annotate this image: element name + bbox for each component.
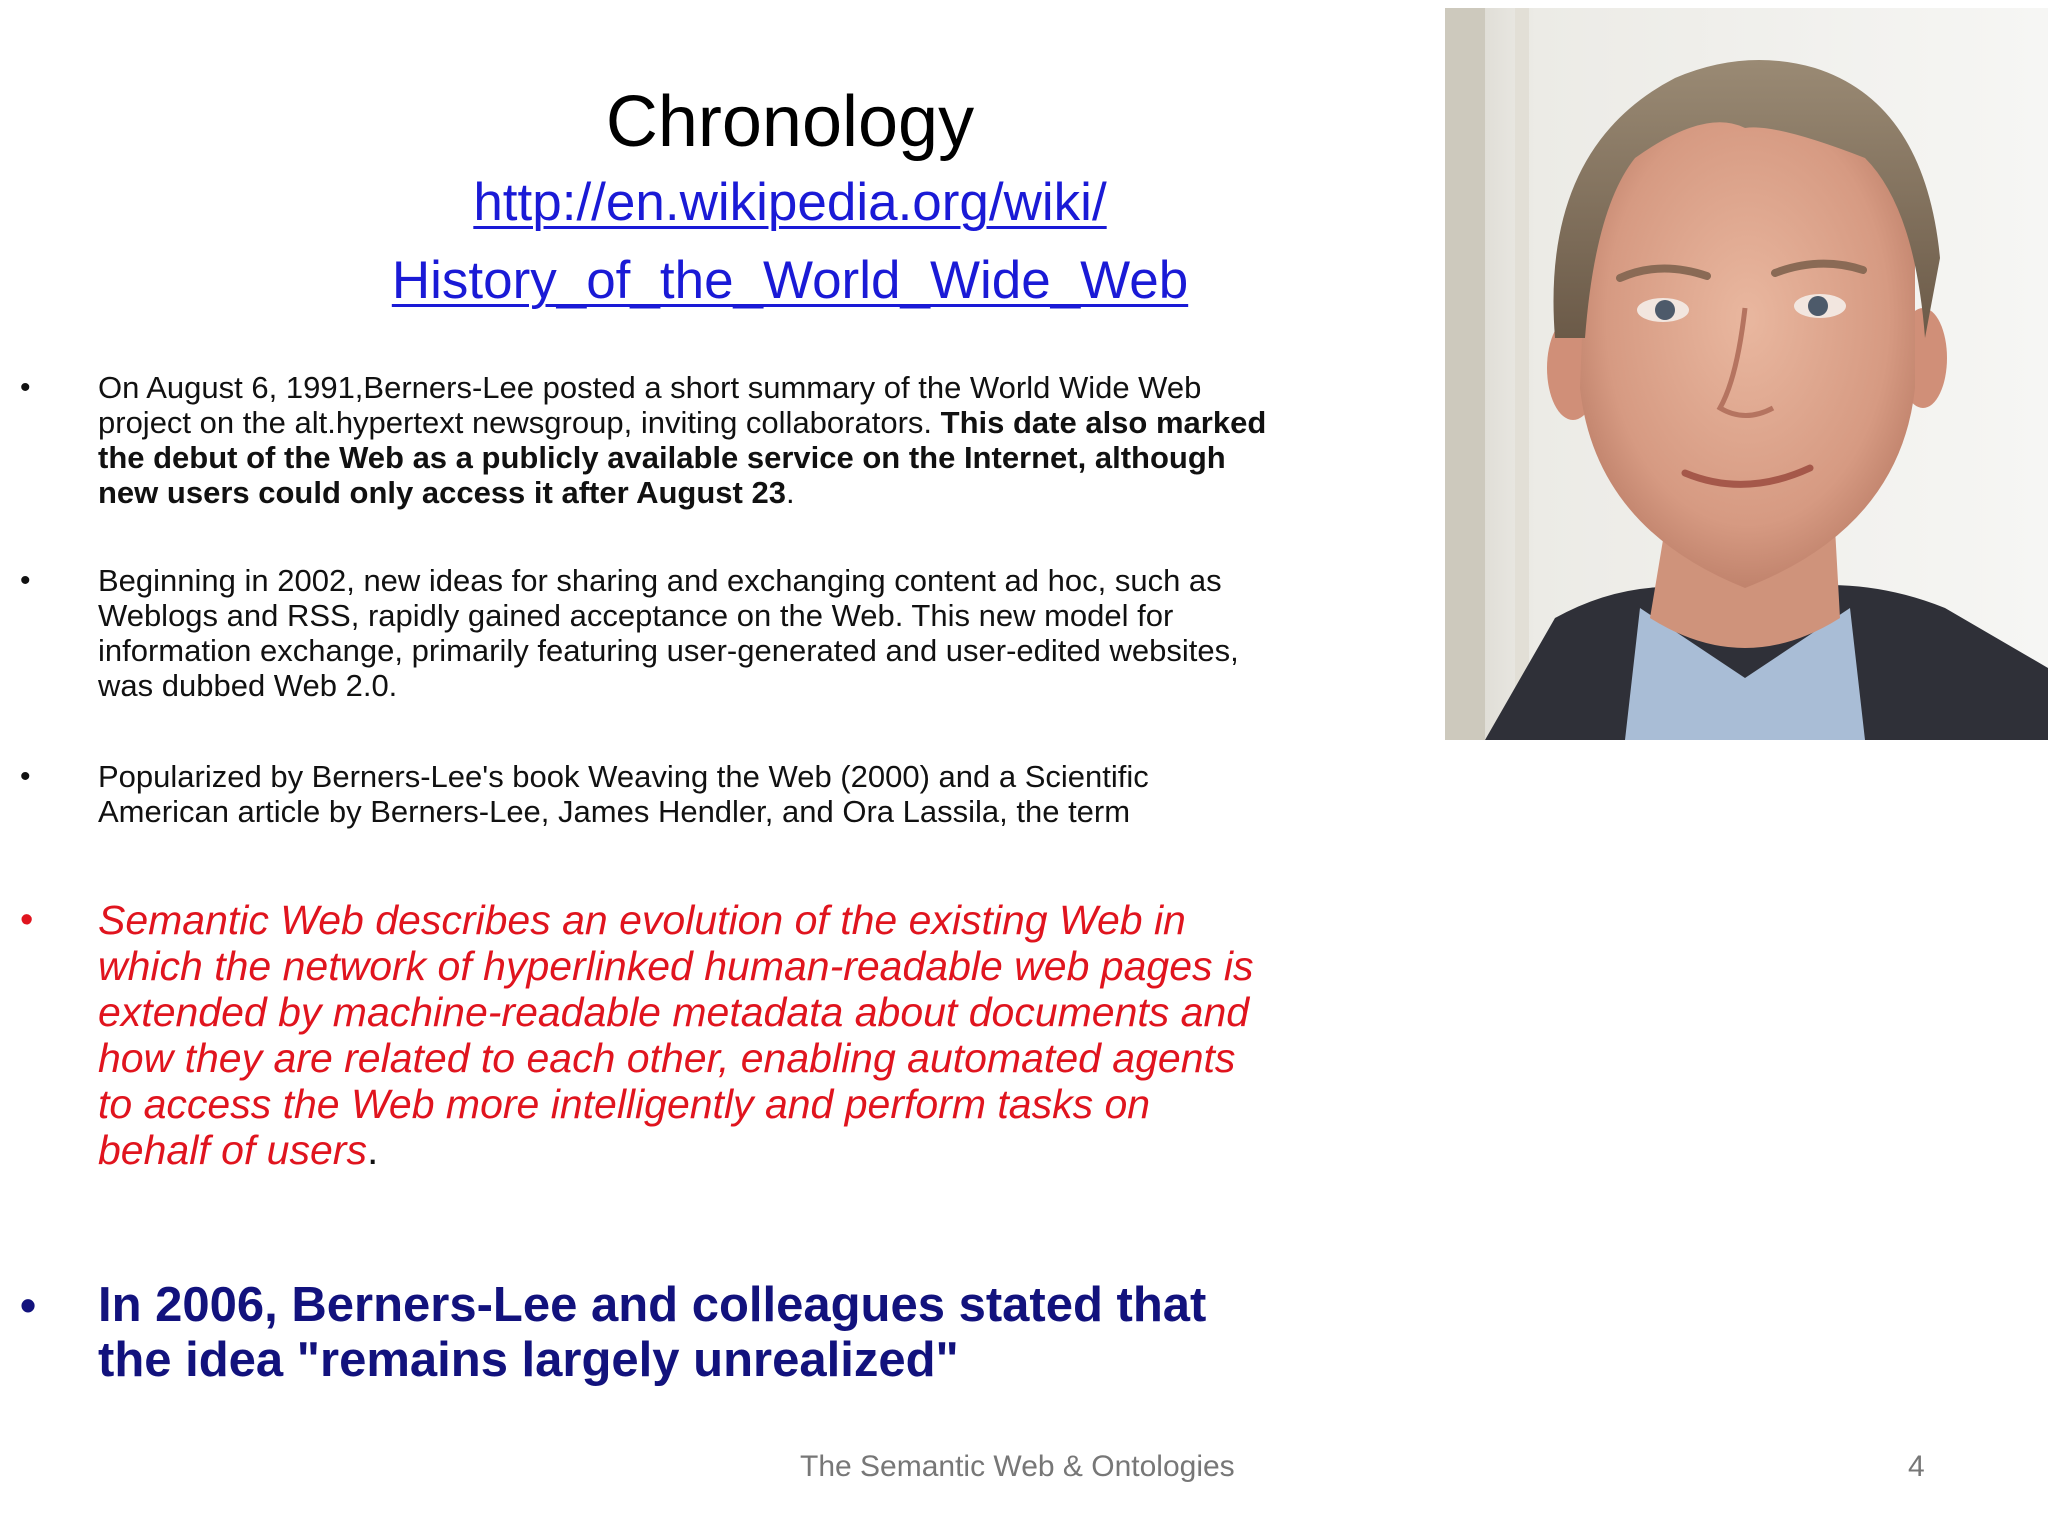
- bullet-text: Popularized by Berners-Lee's book Weaving the Web (2000) and a Scientific American article by Berners-Lee, James Hendler, and Ora Lassila, the term: [98, 759, 1149, 829]
- bullet-2006: [20, 1278, 1260, 1388]
- bullet-1991: [20, 370, 1280, 510]
- page-number: 4: [1908, 1450, 1925, 1483]
- bullet-popularized: [20, 759, 1280, 829]
- bullet-text: Beginning in 2002, new ideas for sharing and exchanging content ad hoc, such as Weblogs and RSS, rapidly gained acceptance on the Web. This new model for information exchange, primarily featuring user-generated and user-edited websites, was dubbed Web 2.0.: [98, 563, 1239, 703]
- portrait-photo: [1445, 8, 2048, 740]
- footer-title: The Semantic Web & Ontologies: [800, 1450, 1235, 1483]
- bullet-text-italic: Semantic Web describes an evolution of the existing Web in which the network of hyperlinked human-readable web pages is extended by machine-readable metadata about documents and how they are related to each other, enabling automated agents to access the Web more intelligently and perform tasks on behalf of users: [98, 897, 1254, 1173]
- bullet-text-end: .: [366, 1127, 379, 1173]
- bullet-text-end: .: [785, 475, 795, 510]
- bullet-text: [98, 897, 1260, 1173]
- bullet-text-normal: On August 6, 1991,Berners-Lee posted a short summary of the World Wide Web project on the alt.hypertext newsgroup, inviting collaborators.: [98, 370, 1202, 440]
- bullet-marker: •: [20, 564, 31, 597]
- wikipedia-link[interactable]: [340, 164, 1240, 320]
- bullet-semantic-web-definition: [20, 897, 1260, 1173]
- bullet-marker: •: [20, 371, 31, 404]
- bullet-text: In 2006, Berners-Lee and colleagues stated that the idea "remains largely unrealized": [98, 1278, 1207, 1387]
- bullet-text-bold: This date also marked the debut of the Web as a publicly available service on the Internet, although new users could only access it after August 23: [98, 405, 1267, 510]
- wikipedia-link-line-1[interactable]: http://en.wikipedia.org/wiki/: [473, 173, 1107, 232]
- bullet-marker: •: [20, 1279, 37, 1331]
- bullet-2002: [20, 563, 1280, 703]
- bullet-marker: •: [20, 899, 34, 941]
- wikipedia-link-line-2[interactable]: History_of_the_World_Wide_Web: [391, 251, 1189, 310]
- bullet-text: [98, 370, 1280, 510]
- slide-title: Chronology: [605, 82, 975, 162]
- bullet-marker: •: [20, 760, 31, 793]
